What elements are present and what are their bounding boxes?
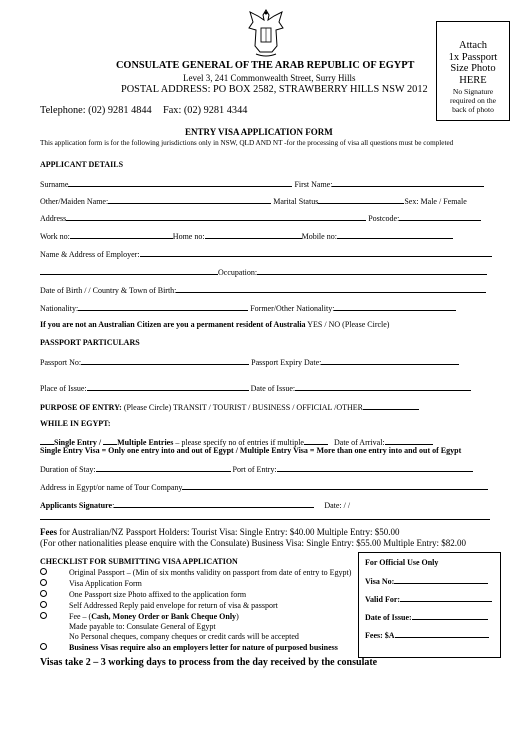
official-date-field[interactable] (412, 611, 488, 620)
fees-line1 (40, 527, 399, 537)
checklist-item-4[interactable] (40, 601, 278, 610)
checklist-item-1-text: Original Passport – (Min of six months validity on passport from date of entry to Egypt) (69, 568, 352, 577)
official-fees-label: Fees: $A (365, 631, 395, 640)
photo-box-note2: required on the (450, 96, 496, 105)
postal-address: POSTAL ADDRESS: PO BOX 2582, STRAWBERRY HILLS NSW 2012 (121, 84, 428, 95)
fees-line2: (For other nationalities please enquire with the Consulate) Business Visa: Single Entry: $55.00 Multiple Entry: $82.00 (40, 538, 466, 548)
employer-row (40, 248, 492, 259)
official-use-heading: For Official Use Only (365, 558, 439, 567)
visa-no-field[interactable] (394, 575, 488, 584)
eagle-emblem-icon (246, 6, 286, 58)
residency-question[interactable] (40, 320, 389, 329)
work-no-field[interactable] (70, 230, 173, 239)
egypt-address-row (40, 481, 488, 492)
multiple-entries-field[interactable] (103, 436, 117, 445)
birth-place-field[interactable] (176, 284, 486, 293)
purpose-label: PURPOSE OF ENTRY: (40, 403, 122, 412)
consulate-name: CONSULATE GENERAL OF THE ARAB REPUBLIC OF EGYPT (116, 60, 415, 71)
valid-for-field[interactable] (400, 593, 492, 602)
processing-time-note: Visas take 2 – 3 working days to process from the day received by the consulate (40, 657, 378, 668)
fees-label: Fees (40, 527, 57, 537)
passport-no-row (40, 356, 459, 367)
surname-row (40, 178, 484, 189)
home-no-label: Home no: (172, 232, 205, 241)
employer-field-2[interactable] (40, 266, 218, 275)
checklist-item-6-text: Business Visas require also an employers letter for nature of purposed business (69, 643, 338, 652)
fax: Fax: (02) 9281 4344 (163, 105, 248, 116)
postcode-field[interactable] (399, 212, 481, 221)
valid-for-label: Valid For: (365, 595, 401, 604)
nationality-row (40, 302, 456, 313)
checklist-item-5-close: ) (236, 612, 239, 621)
surname-label: Surname (40, 180, 69, 189)
residency-options: YES / NO (Please Circle) (305, 320, 390, 329)
form-intro: This application form is for the following jurisdictions only in NSW, QLD AND NT -for the processing of visa all questions must be completed (40, 139, 454, 147)
marital-status-field[interactable] (318, 195, 404, 204)
photo-box-note3: back of photo (452, 105, 494, 114)
bullet-circle-icon (40, 612, 47, 619)
port-of-entry-field[interactable] (277, 463, 473, 472)
purpose-of-entry[interactable] (40, 401, 419, 412)
first-name-field[interactable] (332, 178, 484, 187)
issue-row (40, 382, 471, 393)
applicant-details-heading: APPLICANT DETAILS (40, 160, 124, 169)
official-fees-row (365, 629, 489, 640)
checklist-sub-1: Made payable to: Consulate General of Egypt (69, 622, 216, 631)
date-of-arrival-field[interactable] (385, 436, 433, 445)
stay-row (40, 463, 473, 474)
date-of-issue-field[interactable] (295, 382, 471, 391)
signature-label: Applicants Signature (40, 501, 113, 510)
checklist-item-3[interactable] (40, 590, 246, 599)
other-name-label: Other/Maiden Name: (40, 197, 109, 206)
place-of-issue-label: Place of Issue: (40, 384, 87, 393)
bullet-circle-icon (40, 601, 47, 608)
duration-label: Duration of Stay: (40, 465, 96, 474)
photo-box-line4: HERE (459, 74, 487, 86)
official-use-box (358, 552, 501, 658)
photo-attachment-box[interactable] (436, 21, 510, 121)
multiple-entries-label: Multiple Entries (117, 438, 174, 447)
former-nationality-label: Former/Other Nationality: (250, 304, 335, 313)
visa-no-row (365, 575, 488, 586)
port-of-entry-label: Port of Entry: (232, 465, 277, 474)
purpose-other-field[interactable] (363, 401, 419, 410)
entries-specify: – please specify no of entries if multiple (173, 438, 304, 447)
bullet-circle-icon (40, 643, 47, 650)
mobile-no-label: Mobile no: (301, 232, 337, 241)
phone-row (40, 230, 453, 241)
occupation-field[interactable] (257, 266, 487, 275)
occupation-row (40, 266, 487, 277)
passport-expiry-field[interactable] (321, 356, 459, 365)
checklist-item-5-text: Fee – ( (69, 612, 92, 621)
telephone: Telephone: (02) 9281 4844 (40, 105, 152, 116)
valid-for-row (365, 593, 492, 604)
checklist-item-1[interactable] (40, 568, 351, 577)
bullet-circle-icon (40, 579, 47, 586)
mobile-no-field[interactable] (337, 230, 453, 239)
checklist-item-4-text: Self Addressed Reply paid envelope for return of visa & passport (69, 601, 278, 610)
nationality-field[interactable] (78, 302, 248, 311)
checklist-sub-2: No Personal cheques, company cheques or credit cards will be accepted (69, 632, 299, 641)
purpose-options: (Please Circle) TRANSIT / TOURIST / BUSINESS / OFFICIAL /OTHER (121, 403, 364, 412)
checklist-item-3-text: One Passport size Photo affixed to the application form (69, 590, 247, 599)
fees-au-text: for Australian/NZ Passport Holders: Tourist Visa: Single Entry: $40.00 Multiple Entry: $50.00 (57, 527, 400, 537)
other-name-row (40, 195, 467, 206)
photo-box-note1: No Signature (452, 87, 494, 96)
egypt-address-label: Address in Egypt/or name of Tour Company (40, 483, 183, 492)
surname-field[interactable] (68, 178, 292, 187)
photo-box-line2: 1x Passport (448, 51, 498, 63)
passport-no-field[interactable] (81, 356, 249, 365)
nationality-label: Nationality: (40, 304, 79, 313)
date-of-arrival-label: Date of Arrival: (333, 438, 385, 447)
address-field[interactable] (66, 212, 366, 221)
checklist-heading: CHECKLIST FOR SUBMITTING VISA APPLICATION (40, 557, 238, 566)
single-entry-label: Single Entry / (54, 438, 102, 447)
official-date-label: Date of Issue: (365, 613, 412, 622)
checklist-item-5-payment: Cash, Money Order or Bank Cheque Only (91, 612, 237, 621)
checklist-item-2[interactable] (40, 579, 142, 588)
address-label: Address (40, 214, 67, 223)
sex-label[interactable]: Sex: Male / Female (404, 197, 467, 206)
employer-label: Name & Address of Employer: (40, 250, 140, 259)
date-of-issue-label: Date of Issue: (250, 384, 296, 393)
divider-line (40, 519, 490, 520)
place-of-issue-field[interactable] (87, 382, 249, 391)
employer-field[interactable] (140, 248, 492, 257)
former-nationality-field[interactable] (334, 302, 456, 311)
passport-heading: PASSPORT PARTICULARS (40, 338, 140, 347)
street-address: Level 3, 241 Commonwealth Street, Surry Hills (183, 73, 356, 83)
home-no-field[interactable] (205, 230, 302, 239)
single-entry-field[interactable] (40, 436, 54, 445)
official-fees-field[interactable] (395, 629, 489, 638)
passport-expiry-label: Passport Expiry Date: (251, 358, 322, 367)
checklist-item-2-text: Visa Application Form (69, 579, 142, 588)
birth-row (40, 284, 486, 295)
marital-status-label: Marital Status (273, 197, 319, 206)
postcode-label: Postcode: (368, 214, 400, 223)
checklist-item-6[interactable] (40, 643, 338, 652)
signature-date[interactable]: Date: / / (324, 501, 351, 510)
entries-count-field[interactable] (304, 436, 328, 445)
bullet-circle-icon (40, 590, 47, 597)
visa-definition: Single Entry Visa = Only one entry into and out of Egypt / Multiple Entry Visa = More than one entry into and out of Egypt (40, 446, 462, 455)
signature-field[interactable] (114, 499, 314, 508)
egypt-address-field[interactable] (182, 481, 488, 490)
other-name-field[interactable] (108, 195, 271, 204)
signature-row: Applicants Signature: Date: / / (40, 501, 351, 510)
work-no-label: Work no: (40, 232, 70, 241)
official-date-row (365, 611, 488, 622)
address-row (40, 212, 481, 223)
passport-no-label: Passport No: (40, 358, 82, 367)
photo-box-line3: Size Photo (450, 63, 496, 74)
occupation-label: Occupation: (218, 268, 258, 277)
residency-question-text: If you are not an Australian Citizen are you a permanent resident of Australia (40, 320, 306, 329)
checklist-item-5[interactable] (40, 612, 239, 621)
dob-label: Date of Birth / / Country & Town of Birth: (40, 286, 177, 295)
photo-box-line1: Attach (459, 40, 487, 51)
form-title: ENTRY VISA APPLICATION FORM (185, 127, 333, 137)
bullet-circle-icon (40, 568, 47, 575)
egypt-heading: WHILE IN EGYPT: (40, 419, 111, 428)
first-name-label: First Name: (294, 180, 333, 189)
duration-field[interactable] (96, 463, 231, 472)
visa-no-label: Visa No: (365, 577, 395, 586)
